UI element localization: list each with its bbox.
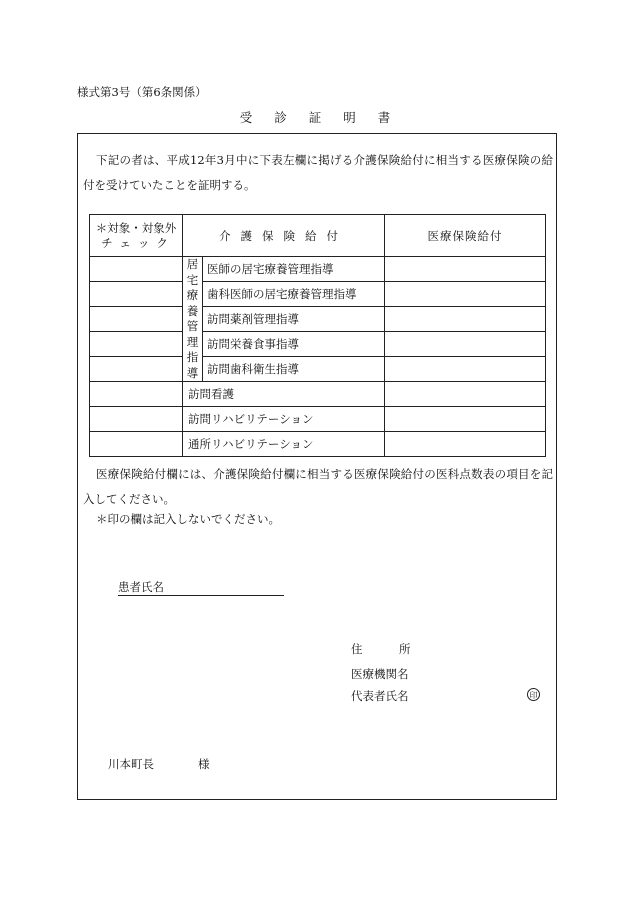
header-check-line1: ＊対象・対象外 (95, 220, 177, 235)
benefit-table (89, 214, 546, 457)
care-item: 医師の居宅療養管理指導 (203, 257, 385, 282)
medical-cell[interactable] (385, 407, 546, 432)
group-label-char: 療 (186, 288, 199, 302)
medical-cell[interactable] (385, 257, 546, 282)
group-label-char: 宅 (186, 272, 199, 287)
care-item: 訪問歯科衛生指導 (203, 357, 385, 382)
check-cell[interactable] (90, 407, 183, 432)
care-item: 訪問薬剤管理指導 (203, 307, 385, 332)
addressee (108, 756, 210, 772)
medical-cell[interactable] (385, 307, 546, 332)
medical-cell[interactable] (385, 382, 546, 407)
group-label-char: 導 (186, 365, 199, 380)
check-cell[interactable] (90, 282, 183, 307)
table-row (90, 257, 546, 282)
check-cell[interactable] (90, 432, 183, 457)
header-medical-benefit: 医療保険給付 (385, 215, 546, 257)
check-cell[interactable] (90, 332, 183, 357)
table-row (90, 307, 546, 332)
address-label-char: 住 (351, 642, 363, 656)
address-label-char: 所 (399, 642, 411, 656)
patient-name-field[interactable] (118, 580, 284, 596)
check-cell[interactable] (90, 382, 183, 407)
care-item: 通所リハビリテーション (183, 432, 385, 457)
check-cell[interactable] (90, 257, 183, 282)
care-item: 訪問リハビリテーション (183, 407, 385, 432)
check-cell[interactable] (90, 357, 183, 382)
table-row (90, 332, 546, 357)
table-row (90, 382, 546, 407)
medical-cell[interactable] (385, 332, 546, 357)
table-header-row (90, 215, 546, 257)
check-cell[interactable] (90, 307, 183, 332)
medical-cell[interactable] (385, 357, 546, 382)
care-item: 歯科医師の居宅療養管理指導 (203, 282, 385, 307)
header-check-line2: チェック (101, 235, 175, 250)
patient-name-label: 患者氏名 (118, 580, 164, 594)
group-label-home-care (183, 257, 203, 382)
document-title: 受診証明書 (239, 110, 413, 125)
group-label-char: 指 (186, 350, 199, 364)
representative-label: 代表者氏名 (351, 689, 409, 703)
address-label (351, 641, 411, 657)
header-check (90, 215, 183, 257)
addressee-honorific: 様 (198, 757, 210, 771)
addressee-name: 川本町長 (108, 757, 154, 771)
seal-icon: 印 (527, 688, 540, 701)
group-label-char: 居 (186, 257, 199, 271)
care-item: 訪問看護 (183, 382, 385, 407)
note-asterisk: ＊印の欄は記入しないでください。 (96, 512, 280, 526)
table-row (90, 282, 546, 307)
note-medical-column: 医療保険給付欄には、介護保険給付欄に相当する医療保険給付の医科点数表の項目を記入してください。 (83, 467, 553, 506)
group-label-char: 理 (186, 334, 199, 349)
care-item: 訪問栄養食事指導 (203, 332, 385, 357)
institution-label: 医療機関名 (351, 667, 409, 681)
medical-cell[interactable] (385, 432, 546, 457)
medical-cell[interactable] (385, 282, 546, 307)
header-care-benefit: 介護保険給付 (183, 215, 385, 257)
intro-text: 下記の者は、平成12年3月中に下表左欄に掲げる介護保険給付に相当する医療保険の給付を受けていたことを証明する。 (83, 153, 553, 192)
group-label-char: 管 (186, 319, 199, 333)
table-row (90, 432, 546, 457)
table-row (90, 407, 546, 432)
table-row (90, 357, 546, 382)
form-number: 様式第3号（第6条関係） (77, 85, 207, 99)
group-label-char: 養 (186, 303, 199, 318)
